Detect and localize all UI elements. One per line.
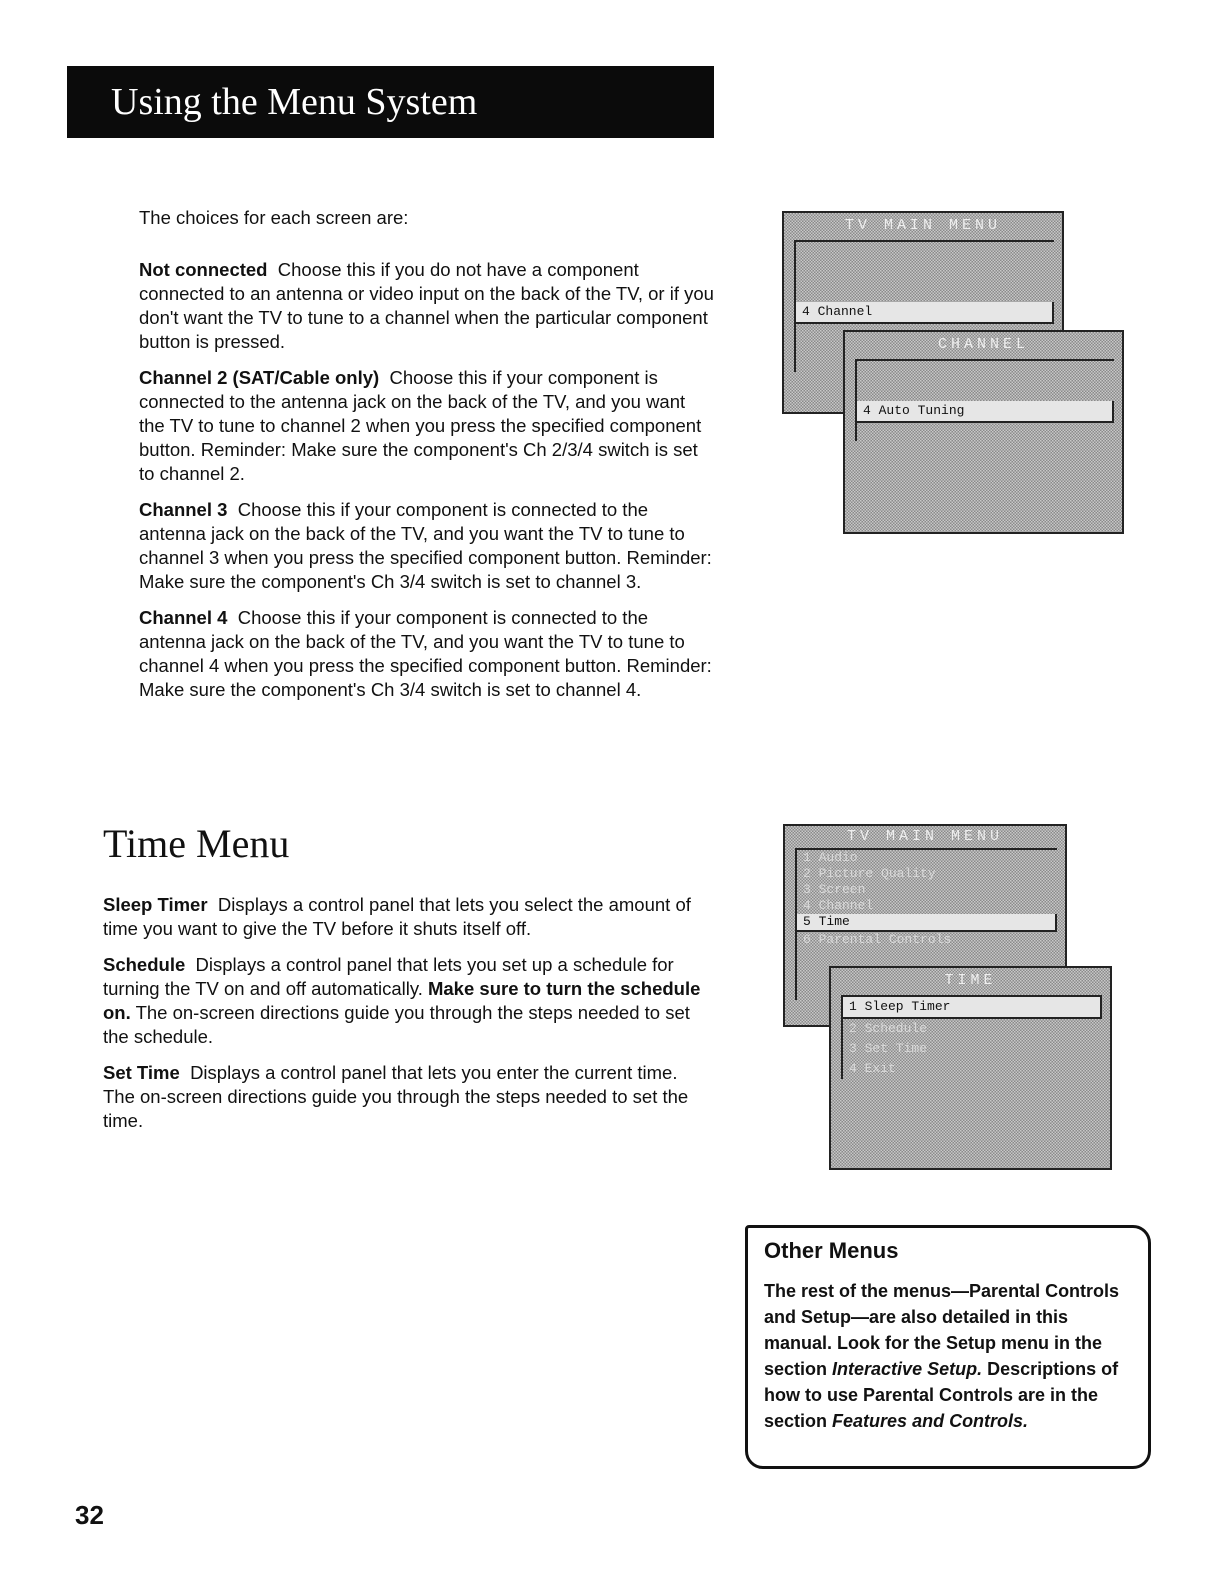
- desc: Choose this if you do not have a component connected to an antenna or video input on the back of the TV, or if you don't want the TV to tune to a channel when the particular component button is pressed.: [139, 259, 714, 352]
- desc: Choose this if your component is connected to the antenna jack on the back of the TV, and you want the TV to tune to channel 2 when you press the specified component button. Reminder: Make sure the component's Ch 2/3/4 switch is set to channel 2.: [139, 367, 702, 484]
- term: Sleep Timer: [103, 894, 208, 915]
- choice-item: [139, 258, 714, 354]
- time-item: [103, 1061, 713, 1133]
- choice-item: [139, 498, 714, 594]
- menu-item: 1 Audio: [803, 850, 858, 865]
- menu-item-selected: 5 Time: [797, 914, 1057, 932]
- menu-item: 2 Schedule: [849, 1021, 928, 1036]
- time-item: [103, 953, 713, 1049]
- desc: Choose this if your component is connected to the antenna jack on the back of the TV, and you want the TV to tune to channel 4 when you press the specified component button. Reminder: Make sure the component's Ch 3/4 switch is set to channel 4.: [139, 607, 712, 700]
- menu-item: [796, 242, 1054, 262]
- section-title: Using the Menu System: [111, 81, 478, 123]
- screen-title: TV MAIN MENU: [844, 217, 1002, 234]
- term: Set Time: [103, 1062, 180, 1083]
- desc: Choose this if your component is connected to the antenna jack on the back of the TV, and you want the TV to tune to channel 3 when you press the specified component button. Reminder: Make sure the component's Ch 3/4 switch is set to channel 3.: [139, 499, 712, 592]
- menu-item: [796, 282, 1054, 302]
- text: The rest of the menus—Parental Controls and Setup—are also detailed in this manual. Look for the Setup menu in the section: [764, 1281, 1120, 1379]
- desc: The on-screen directions guide you through the steps needed to set the schedule.: [103, 1002, 690, 1047]
- choice-item: [139, 606, 714, 702]
- term: Channel 3: [139, 499, 228, 520]
- desc: Displays a control panel that lets you enter the current time. The on-screen directions guide you through the steps needed to set the time.: [103, 1062, 689, 1131]
- menu-item: [857, 361, 1114, 381]
- time-item: [103, 893, 713, 941]
- screen-title: TV MAIN MENU: [846, 828, 1004, 845]
- text: Descriptions of how to use Parental Controls are in the section: [764, 1359, 1119, 1431]
- emphasis: Make sure to turn the schedule on.: [103, 978, 701, 1023]
- menu-item: 3 Screen: [803, 882, 866, 897]
- screen-title: CHANNEL: [937, 336, 1029, 353]
- menu-item: 2 Picture Quality: [803, 866, 936, 881]
- term: Channel 2 (SAT/Cable only): [139, 367, 380, 388]
- section-ref: Interactive Setup.: [832, 1359, 983, 1379]
- time-menu-heading: Time Menu: [103, 821, 290, 866]
- callout-body: [764, 1278, 1139, 1434]
- menu-item: 4 Exit: [849, 1061, 896, 1076]
- choice-item: [139, 366, 714, 486]
- term: Channel 4: [139, 607, 228, 628]
- channel-choices: [139, 206, 714, 714]
- section-header: [67, 66, 714, 138]
- menu-item: 4 Channel: [803, 898, 874, 913]
- menu-item-selected: 4 Channel: [796, 302, 1054, 324]
- time-menu-screen: [829, 966, 1112, 1170]
- callout-title: Other Menus: [764, 1238, 899, 1263]
- menu-item-selected: 4 Auto Tuning: [857, 401, 1114, 423]
- menu-item: [796, 262, 1054, 282]
- section-ref: Features and Controls.: [832, 1411, 1029, 1431]
- term: Not connected: [139, 259, 268, 280]
- menu-item-selected: 1 Sleep Timer: [843, 997, 1102, 1019]
- term: Schedule: [103, 954, 186, 975]
- intro-text: The choices for each screen are:: [139, 207, 409, 228]
- desc: Displays a control panel that lets you select the amount of time you want to give the TV before it shuts itself off.: [103, 894, 691, 939]
- other-menus-callout: [745, 1225, 1151, 1469]
- channel-menu-screen: [843, 330, 1124, 534]
- screen-title: TIME: [944, 972, 997, 989]
- menu-item: 3 Set Time: [849, 1041, 928, 1056]
- desc: Displays a control panel that lets you set up a schedule for turning the TV on and off automatically.: [103, 954, 674, 999]
- menu-item: 6 Parental Controls: [803, 932, 952, 947]
- menu-item: [857, 381, 1114, 401]
- time-menu-items: [103, 893, 713, 1145]
- page-number: 32: [75, 1500, 104, 1530]
